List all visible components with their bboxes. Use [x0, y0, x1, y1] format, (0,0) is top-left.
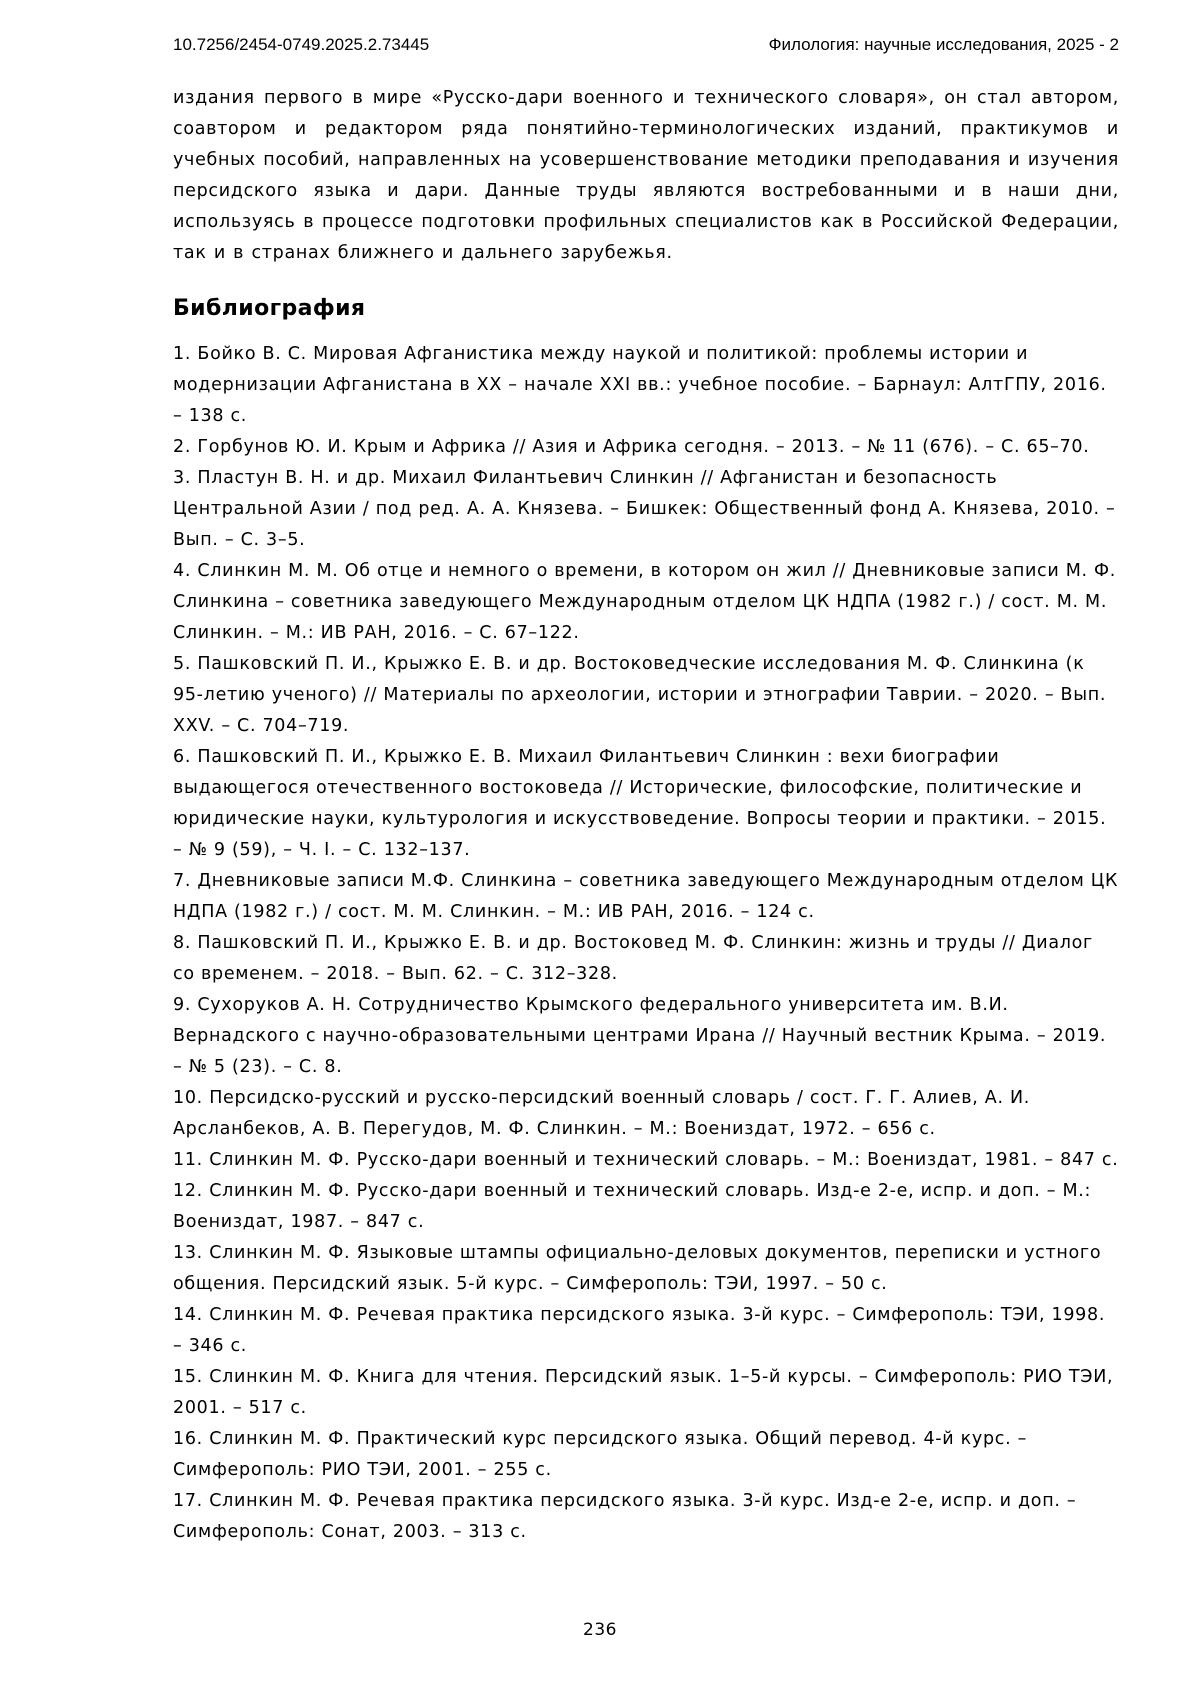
page-number: 236	[583, 1620, 617, 1640]
bibliography-item: 15. Слинкин М. Ф. Книга для чтения. Персидский язык. 1–5-й курсы. – Симферополь: РИО ТЭИ, 2001. – 517 с.	[173, 1367, 1114, 1418]
journal-title: Филология: научные исследования, 2025 - 2	[768, 35, 1119, 54]
intro-paragraph: издания первого в мире «Русско-дари военного и технического словаря», он стал автором, соавтором и редактором ряда понятийно-терминологических изданий, практикумов и учебных пособий, направленных на усовершенствование методики преподавания и изучения персидского языка и дари. Данные труды являются востребованными и в наши дни, используясь в процессе подготовки профильных специалистов как в Российской Федерации, так и в странах ближнего и дальнего зарубежья.	[173, 88, 1119, 263]
page-content	[173, 34, 1119, 1548]
bibliography-item: 8. Пашковский П. И., Крыжко Е. В. и др. Востоковед М. Ф. Слинкин: жизнь и труды // Диалог со временем. – 2018. – Вып. 62. – С. 312–328.	[173, 933, 1093, 984]
bibliography-heading: Библиография	[173, 296, 366, 321]
bibliography-item: 10. Персидско-русский и русско-персидский военный словарь / сост. Г. Г. Алиев, А. И. Арсланбеков, А. В. Перегудов, М. Ф. Слинкин. – М.: Воениздат, 1972. – 656 с.	[173, 1088, 1031, 1139]
bibliography-item: 12. Слинкин М. Ф. Русско-дари военный и технический словарь. Изд-е 2-е, испр. и доп. – М.: Воениздат, 1987. – 847 с.	[173, 1181, 1092, 1232]
bibliography-item: 16. Слинкин М. Ф. Практический курс персидского языка. Общий перевод. 4-й курс. – Симферополь: РИО ТЭИ, 2001. – 255 с.	[173, 1429, 1028, 1480]
bibliography-list	[173, 339, 1119, 1548]
doi-text: 10.7256/2454-0749.2025.2.73445	[173, 35, 430, 54]
page-header	[173, 34, 1119, 56]
bibliography-item: 13. Слинкин М. Ф. Языковые штампы официально-деловых документов, переписки и устного общения. Персидский язык. 5-й курс. – Симферополь: ТЭИ, 1997. – 50 с.	[173, 1243, 1102, 1294]
bibliography-item: 1. Бойко В. С. Мировая Афганистика между наукой и политикой: проблемы истории и модернизации Афганистана в XX – начале XXI вв.: учебное пособие. – Барнаул: АлтГПУ, 2016. – 138 с.	[173, 344, 1107, 426]
bibliography-item: 7. Дневниковые записи М.Ф. Слинкина – советника заведующего Международным отделом ЦК НДПА (1982 г.) / сост. М. М. Слинкин. – М.: ИВ РАН, 2016. – 124 с.	[173, 871, 1119, 922]
bibliography-item: 9. Сухоруков А. Н. Сотрудничество Крымского федерального университета им. В.И. Вернадского с научно-образовательными центрами Ирана // Научный вестник Крыма. – 2019. – № 5 (23). – С. 8.	[173, 995, 1107, 1077]
bibliography-item: 3. Пластун В. Н. и др. Михаил Филантьевич Слинкин // Афганистан и безопасность Центральной Азии / под ред. А. А. Князева. – Бишкек: Общественный фонд А. Князева, 2010. – Вып. – С. 3–5.	[173, 468, 1116, 550]
bibliography-item: 6. Пашковский П. И., Крыжко Е. В. Михаил Филантьевич Слинкин : вехи биографии выдающегося отечественного востоковеда // Исторические, философские, политические и юридические науки, культурология и искусствоведение. Вопросы теории и практики. – 2015. – № 9 (59), – Ч. I. – С. 132–137.	[173, 747, 1107, 860]
bibliography-item: 2. Горбунов Ю. И. Крым и Африка // Азия и Африка сегодня. – 2013. – № 11 (676). – С. 65–70.	[173, 437, 1090, 457]
bibliography-item: 11. Слинкин М. Ф. Русско-дари военный и технический словарь. – М.: Воениздат, 1981. – 847 с.	[173, 1150, 1119, 1170]
bibliography-item: 17. Слинкин М. Ф. Речевая практика персидского языка. 3-й курс. Изд-е 2-е, испр. и доп. – Симферополь: Сонат, 2003. – 313 с.	[173, 1491, 1077, 1542]
bibliography-item: 4. Слинкин М. М. Об отце и немного о времени, в котором он жил // Дневниковые записи М. Ф. Слинкина – советника заведующего Международным отделом ЦК НДПА (1982 г.) / сост. М. М. Слинкин. – М.: ИВ РАН, 2016. – С. 67–122.	[173, 561, 1117, 643]
bibliography-item: 5. Пашковский П. И., Крыжко Е. В. и др. Востоковедческие исследования М. Ф. Слинкина (к 95-летию ученого) // Материалы по археологии, истории и этнографии Таврии. – 2020. – Вып. XXV. – С. 704–719.	[173, 654, 1107, 736]
bibliography-item: 14. Слинкин М. Ф. Речевая практика персидского языка. 3-й курс. – Симферополь: ТЭИ, 1998. – 346 с.	[173, 1305, 1106, 1356]
